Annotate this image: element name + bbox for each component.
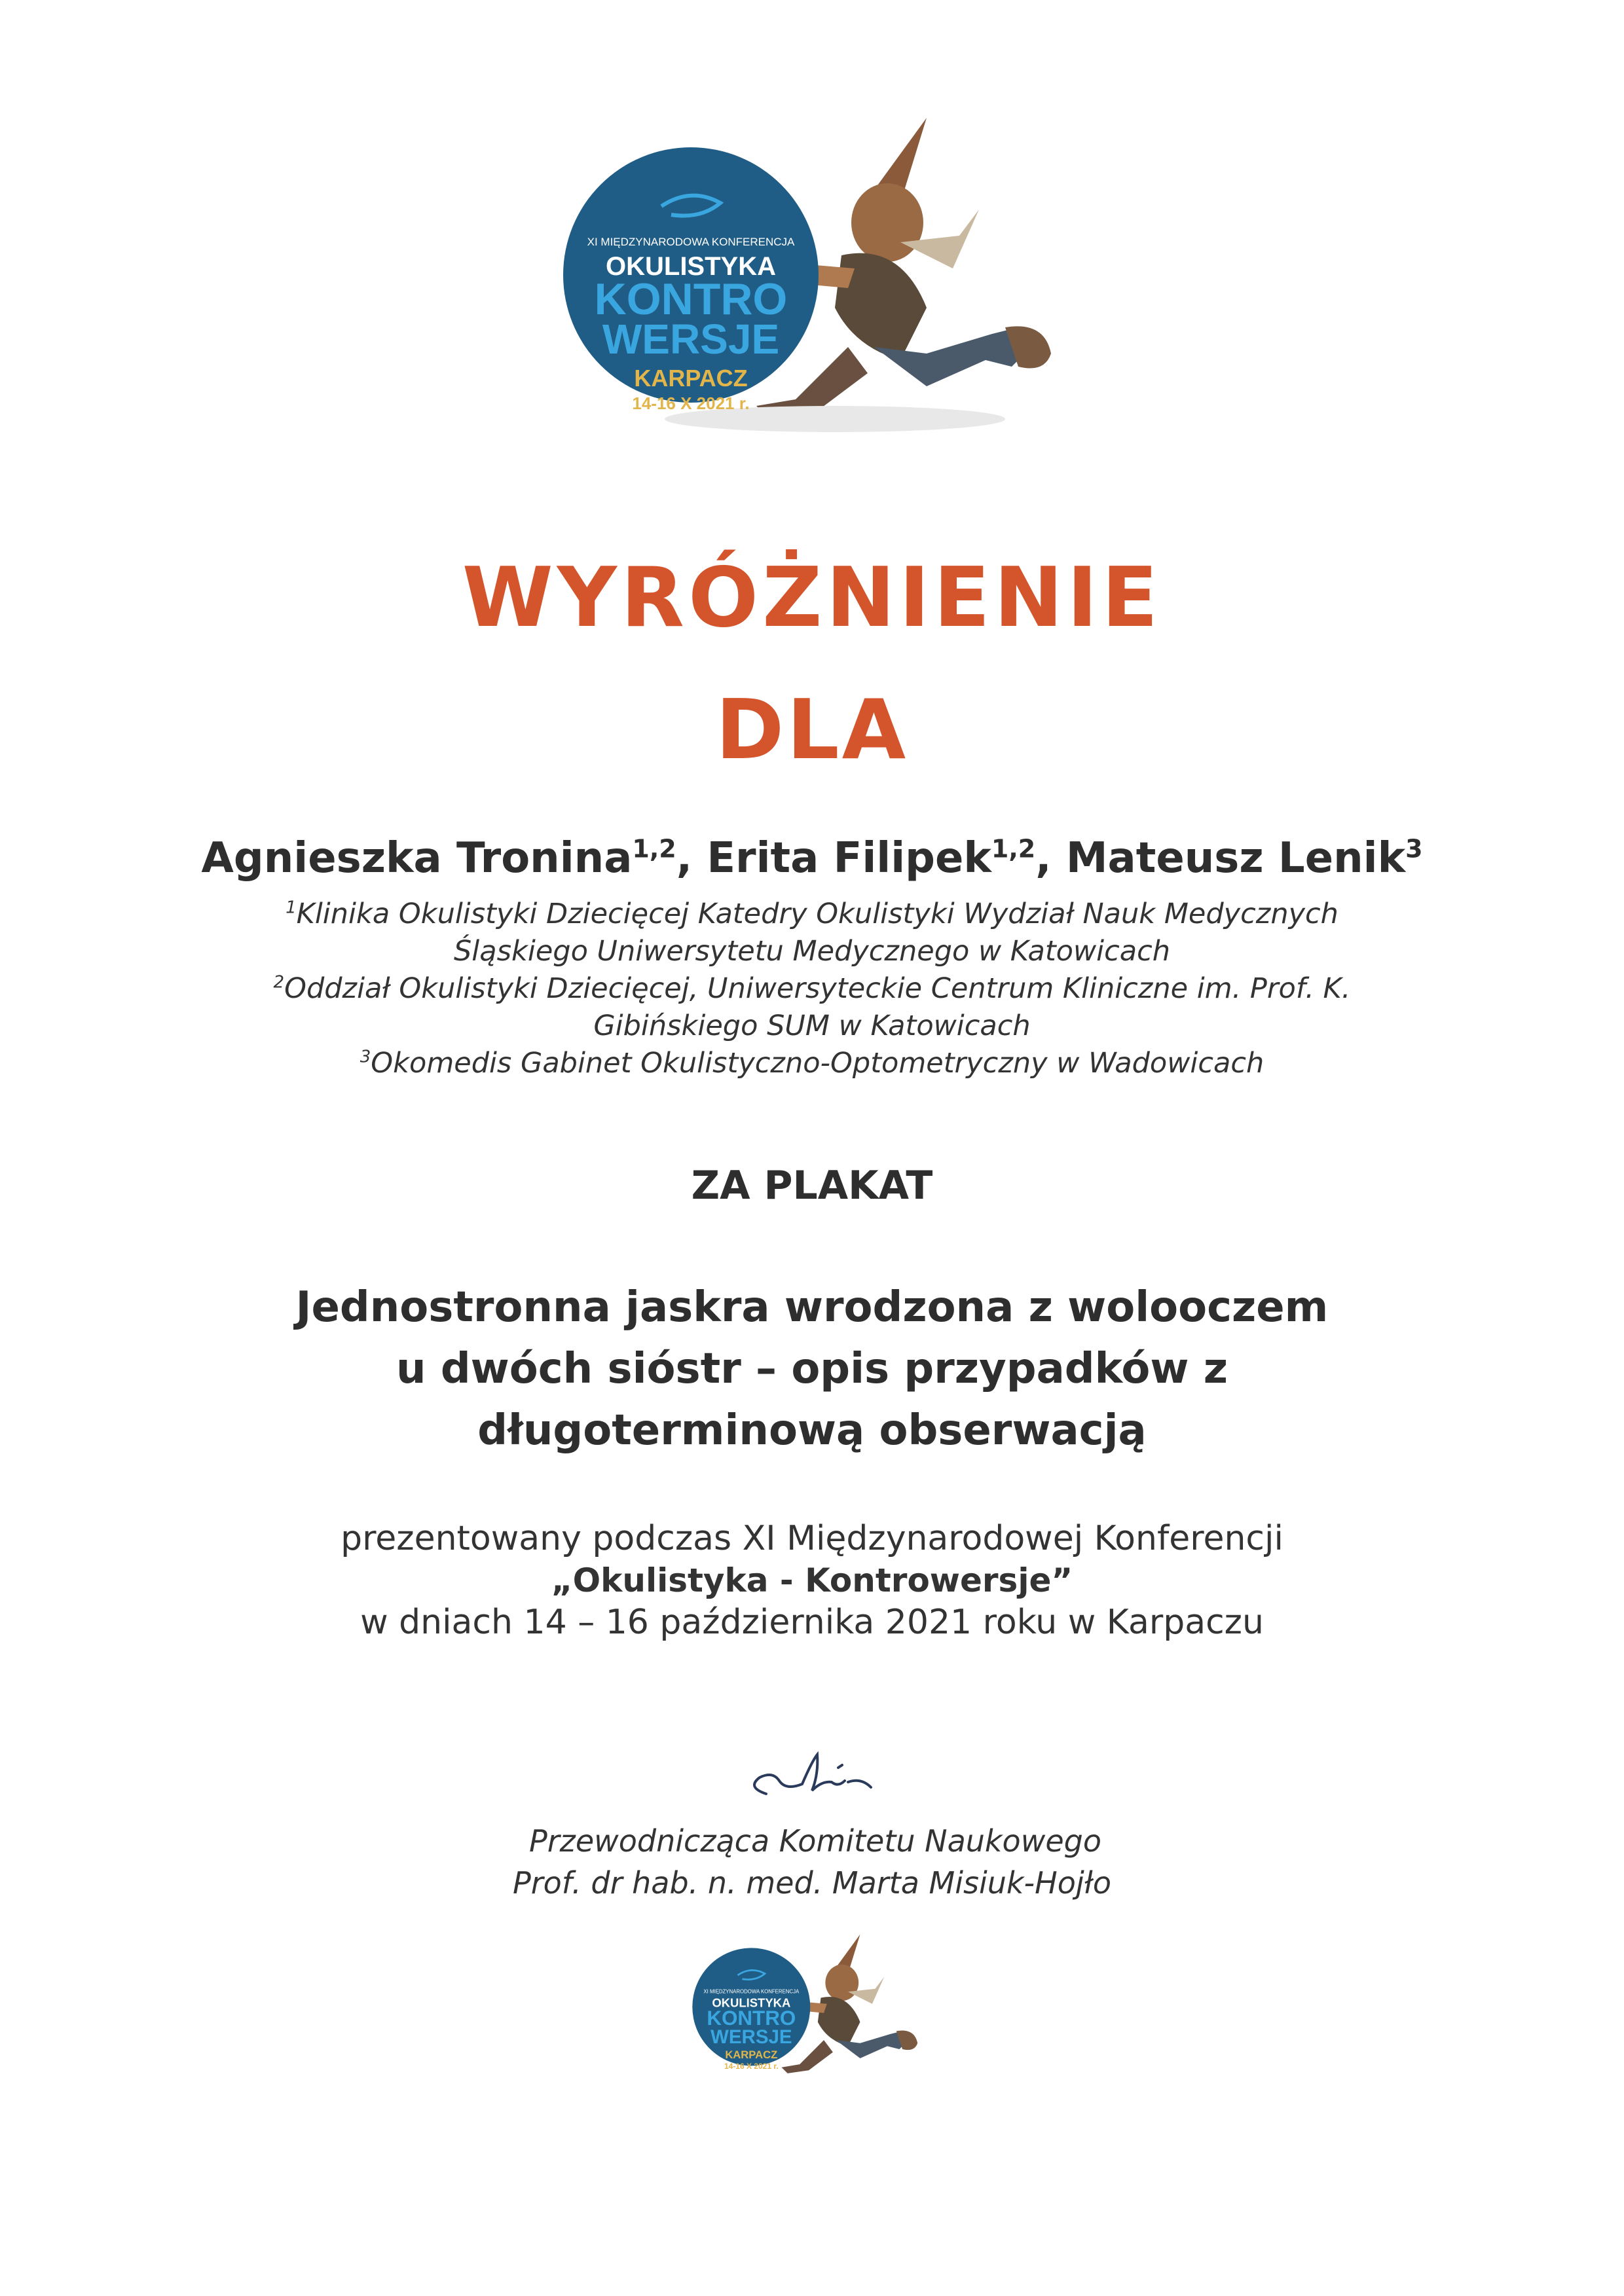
logo-line1: XI MIĘDZYNARODOWA KONFERENCJA — [587, 236, 795, 248]
logo-line1: XI MIĘDZYNARODOWA KONFERENCJA — [703, 1988, 800, 1995]
affiliation-3 — [0, 1045, 1624, 1082]
affiliation-sup: 1 — [286, 898, 297, 918]
logo-line4: WERSJE — [710, 2026, 792, 2048]
logo-line5: KARPACZ — [634, 365, 748, 392]
affiliation-2 — [0, 970, 1624, 1008]
conference-logo-bottom — [691, 1931, 927, 2088]
conference-logo-graphic — [560, 111, 1071, 452]
chair-name: Prof. dr hab. n. med. Marta Misiuk-Hojło — [512, 1865, 1111, 1901]
award-title: WYRÓŻNIENIE — [462, 549, 1162, 646]
poster-title — [0, 1277, 1624, 1461]
award-for: DLA — [715, 682, 909, 778]
author-separator: , — [1035, 834, 1066, 883]
author-name: Mateusz Lenik — [1065, 834, 1406, 883]
author-affil-sup: 1,2 — [991, 834, 1036, 864]
signature — [740, 1741, 884, 1816]
conference-name: „Okulistyka - Kontrowersje” — [551, 1561, 1073, 1599]
logo-line2: OKULISTYKA — [606, 252, 776, 281]
presented-info — [0, 1518, 1624, 1643]
authors-line — [0, 835, 1624, 881]
chair-info — [0, 1820, 1624, 1904]
affiliation-1 — [0, 896, 1624, 933]
affiliation-1-cont: Śląskiego Uniwersytetu Medycznego w Katowicach — [453, 935, 1170, 968]
author-name: Erita Filipek — [707, 834, 991, 883]
za-plakat-heading: ZA PLAKAT — [691, 1163, 933, 1209]
conference-logo-top — [560, 111, 1071, 452]
author-name: Agnieszka Tronina — [201, 834, 633, 883]
affiliation-2-cont: Gibińskiego SUM w Katowicach — [593, 1010, 1031, 1042]
affiliations — [0, 896, 1624, 1082]
affiliation-text: Klinika Okulistyki Dziecięcej Katedry Okulistyki Wydział Nauk Medycznych — [296, 898, 1338, 930]
logo-line3: KONTRO — [707, 2007, 796, 2030]
poster-title-line: Jednostronna jaskra wrodzona z wolooczem — [295, 1283, 1329, 1332]
logo-line2: OKULISTYKA — [712, 1995, 791, 2010]
logo-line5: KARPACZ — [725, 2048, 778, 2061]
author-affil-sup: 3 — [1405, 834, 1423, 864]
logo-line3: KONTRO — [594, 274, 788, 324]
presented-line: prezentowany podczas XI Międzynarodowej Konferencji — [341, 1519, 1283, 1558]
conference-logo-graphic — [691, 1931, 927, 2088]
chair-role: Przewodnicząca Komitetu Naukowego — [529, 1823, 1101, 1859]
author-affil-sup: 1,2 — [632, 834, 676, 864]
affiliation-sup: 2 — [273, 972, 285, 993]
affiliation-sup: 3 — [360, 1047, 371, 1067]
logo-line6: 14-16 X 2021 r. — [724, 2062, 779, 2071]
logo-line6: 14-16 X 2021 r. — [632, 393, 750, 413]
presented-dates: w dniach 14 – 16 października 2021 roku w Karpaczu — [360, 1603, 1264, 1642]
author-separator: , — [676, 834, 707, 883]
poster-title-line: długoterminową obserwacją — [477, 1406, 1147, 1455]
logo-line4: WERSJE — [602, 316, 780, 363]
poster-title-line: u dwóch sióstr – opis przypadków z — [396, 1345, 1228, 1393]
affiliation-text: Okomedis Gabinet Okulistyczno-Optometryczny w Wadowicach — [371, 1047, 1264, 1080]
affiliation-text: Oddział Okulistyki Dziecięcej, Uniwersyteckie Centrum Kliniczne im. Prof. K. — [284, 972, 1351, 1005]
